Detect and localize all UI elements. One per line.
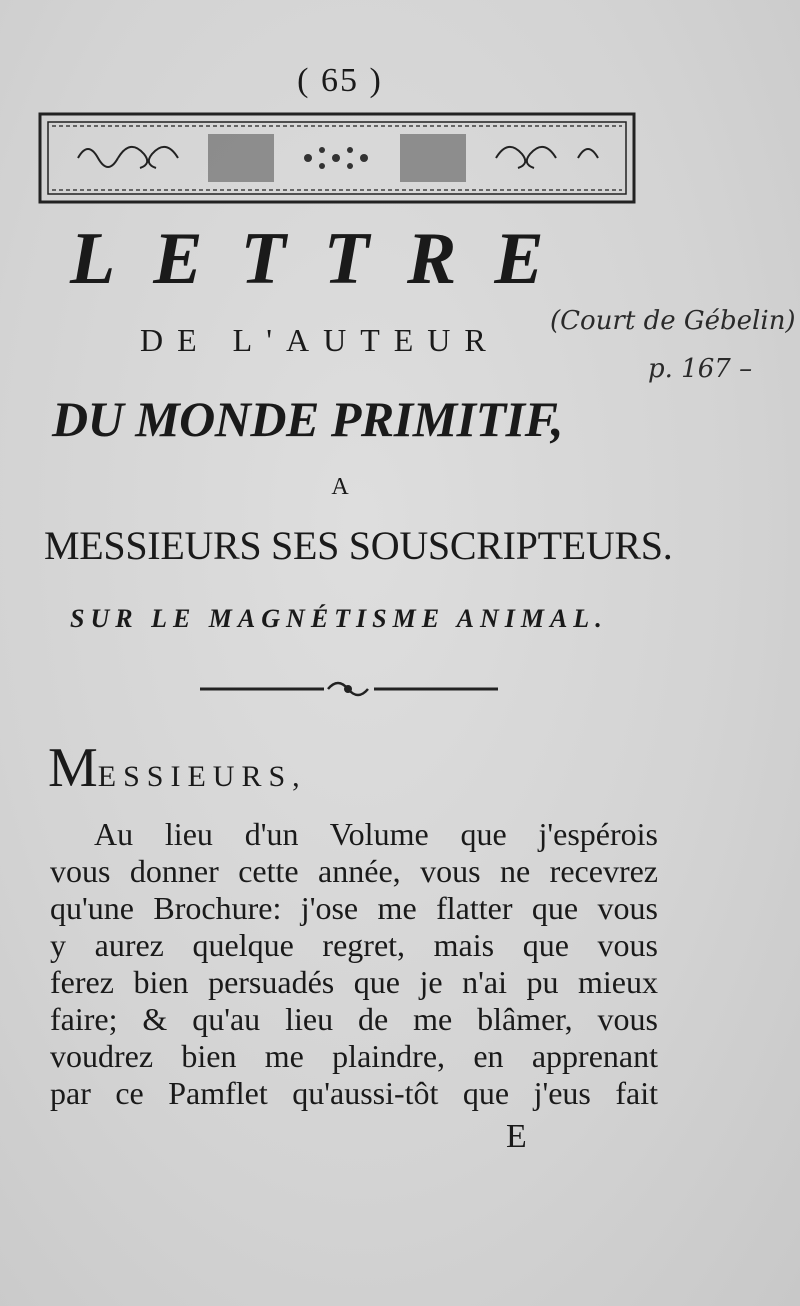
drop-cap: M	[48, 737, 98, 799]
title-monde-primitif: DU MONDE PRIMITIF,	[52, 391, 564, 447]
salutation-rest: ESSIEURS,	[97, 760, 307, 793]
title-de-lauteur: DE L'AUTEUR	[140, 322, 500, 358]
page-number: ( 65 )	[297, 62, 383, 99]
body-line: faire; & qu'au lieu de me blâmer, vous	[50, 1001, 658, 1037]
body-line: voudrez bien me plaindre, en apprenant	[50, 1038, 658, 1074]
body-text	[50, 816, 658, 1112]
signature-mark: E	[506, 1118, 527, 1155]
salutation	[48, 736, 307, 800]
annotation-author: (Court de Gébelin)	[550, 306, 796, 336]
title-souscripteurs: MESSIEURS SES SOUSCRIPTEURS.	[44, 523, 673, 568]
body-line: vous donner cette année, vous ne recevrez	[50, 853, 658, 889]
body-line: qu'une Brochure: j'ose me flatter que vous	[50, 890, 658, 926]
subtitle-magnetisme: SUR LE MAGNÉTISME ANIMAL.	[70, 604, 608, 633]
title-lettre: LETTRE	[70, 218, 582, 300]
body-line: Au lieu d'un Volume que j'espérois	[94, 816, 658, 852]
title-a: A	[331, 474, 349, 500]
header-ornament	[38, 112, 636, 204]
body-line: par ce Pamflet qu'aussi-tôt que j'eus fait	[50, 1075, 658, 1111]
annotation-page: p. 167 –	[648, 354, 753, 384]
body-line: ferez bien persuadés que je n'ai pu mieux	[50, 964, 658, 1000]
decorative-rule	[196, 676, 502, 702]
body-line: y aurez quelque regret, mais que vous	[50, 927, 658, 963]
